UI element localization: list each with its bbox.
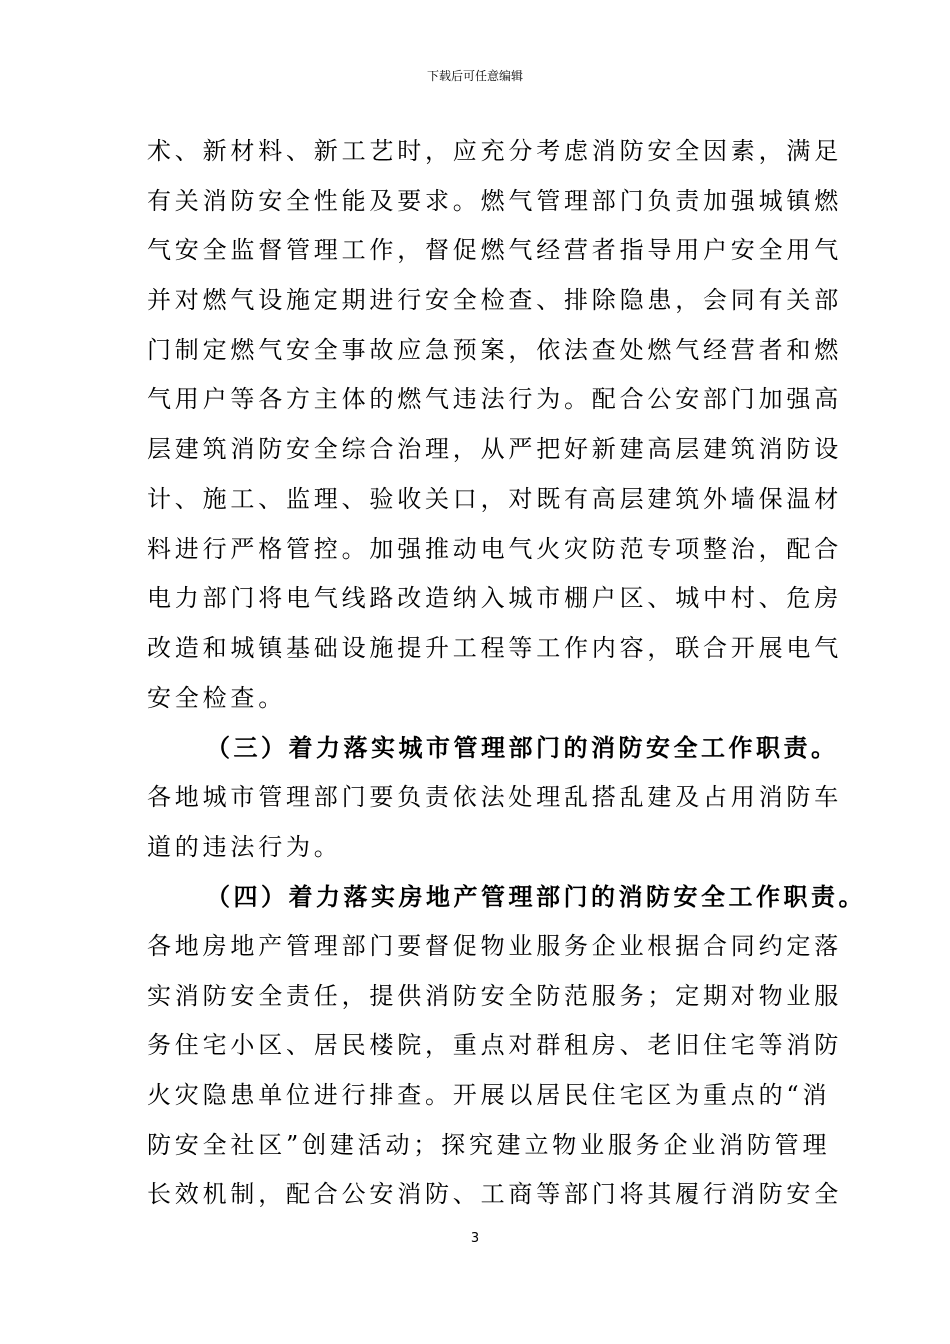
body-line: 气用户等各方主体的燃气违法行为。配合公安部门加强高 [147, 385, 842, 414]
body-line: 有关消防安全性能及要求。燃气管理部门负责加强城镇燃 [147, 186, 842, 215]
page-header: 下载后可任意编辑 [426, 69, 523, 83]
body-line: 料进行严格管控。加强推动电气火灾防范专项整治，配合 [147, 534, 842, 563]
body-line: 各地房地产管理部门要督促物业服务企业根据合同约定落 [147, 932, 842, 960]
body-line: 术、新材料、新工艺时，应充分考虑消防安全因素，满足 [147, 137, 842, 165]
body-line: 道的违法行为。 [147, 832, 342, 861]
body-line: 气安全监督管理工作，督促燃气经营者指导用户安全用气 [147, 236, 842, 265]
body-line: 实消防安全责任，提供消防安全防范服务；定期对物业服 [147, 981, 842, 1010]
page-number: 3 [470, 1231, 480, 1246]
body-line: 长效机制，配合公安消防、工商等部门将其履行消防安全 [147, 1180, 842, 1209]
section-heading-4: （四）着力落实房地产管理部门的消防安全工作职责。 [206, 882, 866, 912]
body-line: 安全检查。 [147, 683, 286, 712]
body-line: 门制定燃气安全事故应急预案，依法查处燃气经营者和燃 [147, 335, 842, 364]
body-line: 改造和城镇基础设施提升工程等工作内容，联合开展电气 [147, 633, 842, 662]
body-line: 各地城市管理部门要负责依法处理乱搭乱建及占用消防车 [147, 782, 842, 811]
body-line: 层建筑消防安全综合治理，从严把好新建高层建筑消防设 [147, 435, 842, 464]
body-line: 电力部门将电气线路改造纳入城市棚户区、城中村、危房 [147, 584, 842, 613]
body-line: 防安全社区”创建活动；探究建立物业服务企业消防管理 [147, 1130, 831, 1159]
body-line: 并对燃气设施定期进行安全检查、排除隐患，会同有关部 [147, 286, 842, 315]
document-body [147, 127, 866, 1220]
section-heading-3: （三）着力落实城市管理部门的消防安全工作职责。 [206, 733, 839, 763]
body-line: 火灾隐患单位进行排查。开展以居民住宅区为重点的“消 [147, 1081, 831, 1110]
body-line: 务住宅小区、居民楼院，重点对群租房、老旧住宅等消防 [147, 1031, 842, 1060]
body-line: 计、施工、监理、验收关口，对既有高层建筑外墙保温材 [147, 484, 842, 513]
